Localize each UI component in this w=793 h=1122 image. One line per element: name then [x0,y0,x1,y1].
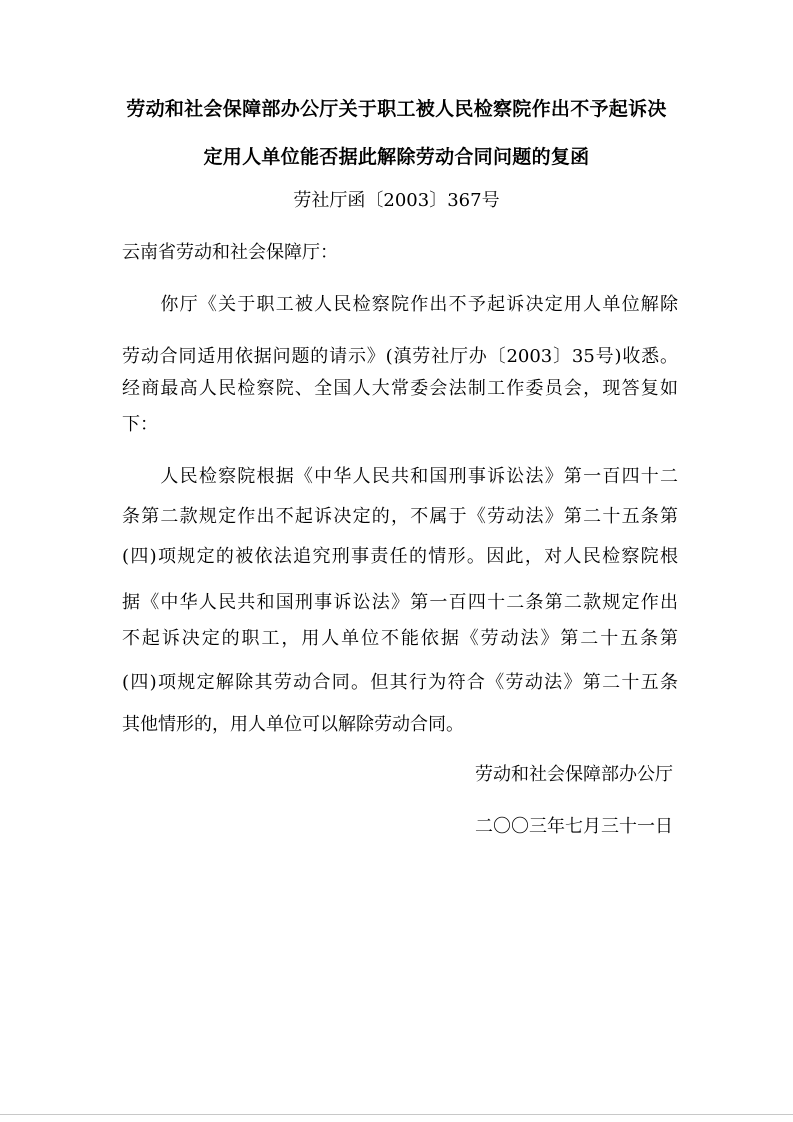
paragraph-2-line: 不起诉决定的职工，用人单位不能依据《劳动法》第二十五条第 [122,628,678,649]
paragraph-2-line: (四)项规定的被依法追究刑事责任的情形。因此，对人民检察院根 [122,546,678,567]
paragraph-1-line: 经商最高人民检察院、全国人大常委会法制工作委员会，现答复如 [122,378,678,399]
salutation: 云南省劳动和社会保障厅： [122,242,338,263]
issuer-signature: 劳动和社会保障部办公厅 [475,764,673,785]
paragraph-2-line: 人民检察院根据《中华人民共和国刑事诉讼法》第一百四十二 [122,466,678,487]
paragraph-2-line: 据《中华人民共和国刑事诉讼法》第一百四十二条第二款规定作出 [122,592,678,613]
document-title-line-1: 劳动和社会保障部办公厅关于职工被人民检察院作出不予起诉决 [126,98,667,120]
document-title-line-2: 定用人单位能否据此解除劳动合同问题的复函 [203,146,590,168]
issue-date: 二〇〇三年七月三十一日 [475,816,673,837]
document-number: 劳社厅函〔2003〕367号 [293,190,500,211]
paragraph-1-line: 你厅《关于职工被人民检察院作出不予起诉决定用人单位解除 [122,294,678,315]
paragraph-1-line: 劳动合同适用依据问题的请示》(滇劳社厅办〔2003〕35号)收悉。 [122,346,678,367]
page-bottom-divider [0,1114,793,1115]
paragraph-2-line: 其他情形的，用人单位可以解除劳动合同。 [122,714,464,735]
paragraph-2-line: 条第二款规定作出不起诉决定的，不属于《劳动法》第二十五条第 [122,506,678,527]
paragraph-1-line: 下： [122,414,158,435]
paragraph-2-line: (四)项规定解除其劳动合同。但其行为符合《劳动法》第二十五条 [122,672,678,693]
